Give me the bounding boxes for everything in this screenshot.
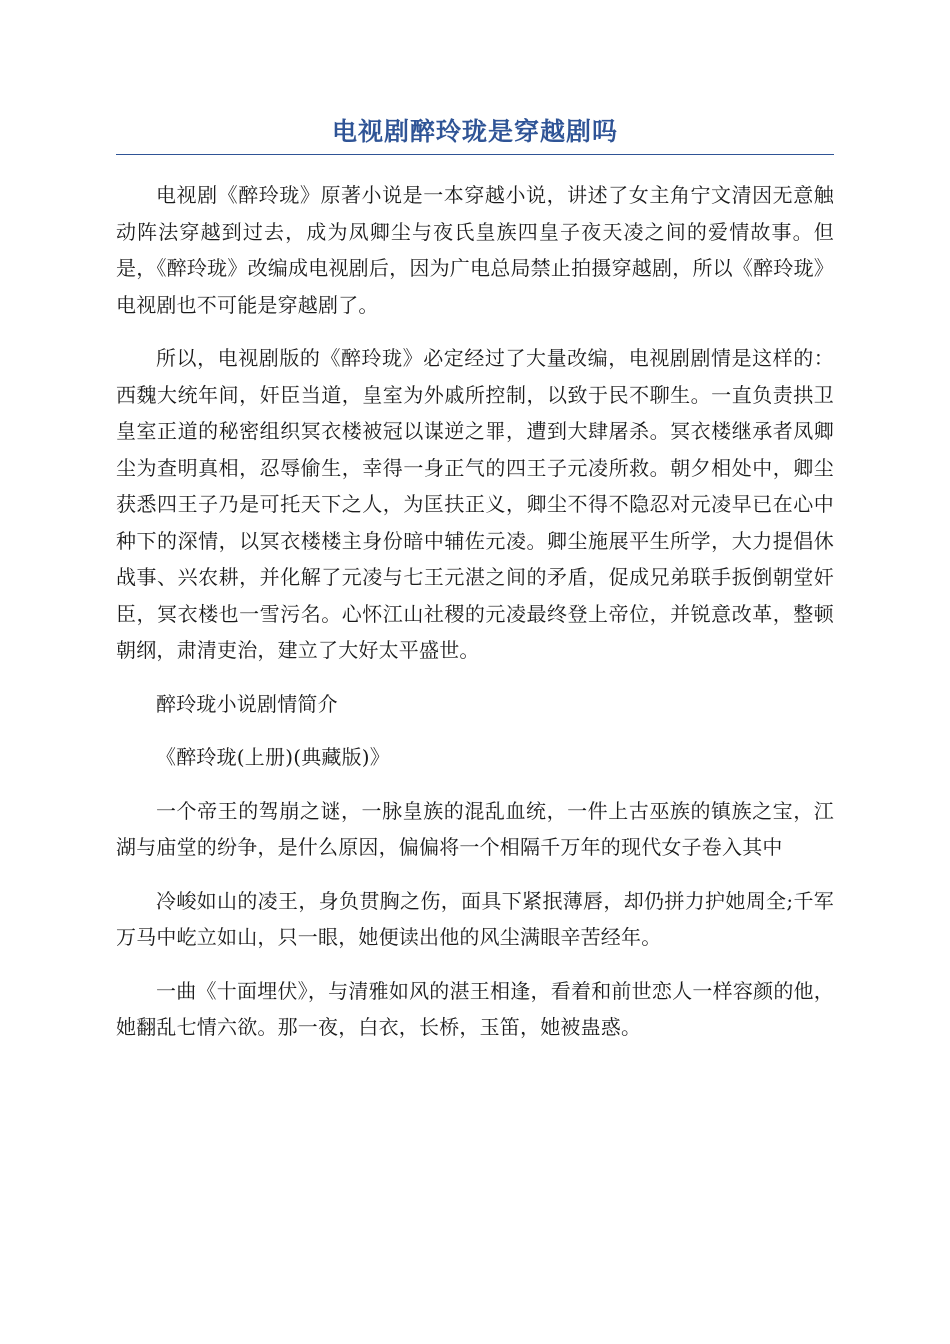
paragraph-book-title: 《醉玲珑(上册)(典藏版)》 [156,745,391,769]
paragraph-intro: 电视剧《醉玲珑》原著小说是一本穿越小说，讲述了女主角宁文清因无意触动阵法穿越到过去，成为凤卿尘与夜氏皇族四皇子夜天凌之间的爱情故事。但是，《醉玲珑》改编成电视剧后，因为广电总局禁止拍摄穿越剧，所以《醉玲珑》电视剧也不可能是穿越剧了。 [116,183,834,317]
paragraph-synopsis-3: 一曲《十面埋伏》，与清雅如风的湛王相逢，看着和前世恋人一样容颜的他，她翻乱七情六欲。那一夜，白衣，长桥，玉笛，她被蛊惑。 [116,978,834,1039]
paragraph-synopsis-1: 一个帝王的驾崩之谜，一脉皇族的混乱血统，一件上古巫族的镇族之宝，江湖与庙堂的纷争，是什么原因，偏偏将一个相隔千万年的现代女子卷入其中 [116,798,834,859]
title-underline [116,154,834,155]
document-title: 电视剧醉玲珑是穿越剧吗 [331,117,618,146]
document-page [116,110,834,1063]
paragraph-plot: 所以，电视剧版的《醉玲珑》必定经过了大量改编，电视剧剧情是这样的：西魏大统年间，奸臣当道，皇室为外戚所控制，以致于民不聊生。一直负责拱卫皇室正道的秘密组织冥衣楼被冠以谋逆之罪，遭到大肆屠杀。冥衣楼继承者凤卿尘为查明真相，忍辱偷生，幸得一身正气的四王子元凌所救。朝夕相处中，卿尘获悉四王子乃是可托天下之人，为匡扶正义，卿尘不得不隐忍对元凌早已在心中种下的深情，以冥衣楼楼主身份暗中辅佐元凌。卿尘施展平生所学，大力提倡休战事、兴农耕，并化解了元凌与七王元湛之间的矛盾，促成兄弟联手扳倒朝堂奸臣，冥衣楼也一雪污名。心怀江山社稷的元凌最终登上帝位，并锐意改革，整顿朝纲，肃清吏治，建立了大好太平盛世。 [116,346,834,662]
paragraph-section-heading: 醉玲珑小说剧情简介 [156,691,338,716]
paragraph-synopsis-2: 冷峻如山的凌王，身负贯胸之伤，面具下紧抿薄唇，却仍拼力护她周全;千军万马中屹立如山，只一眼，她便读出他的风尘满眼辛苦经年。 [116,888,834,949]
